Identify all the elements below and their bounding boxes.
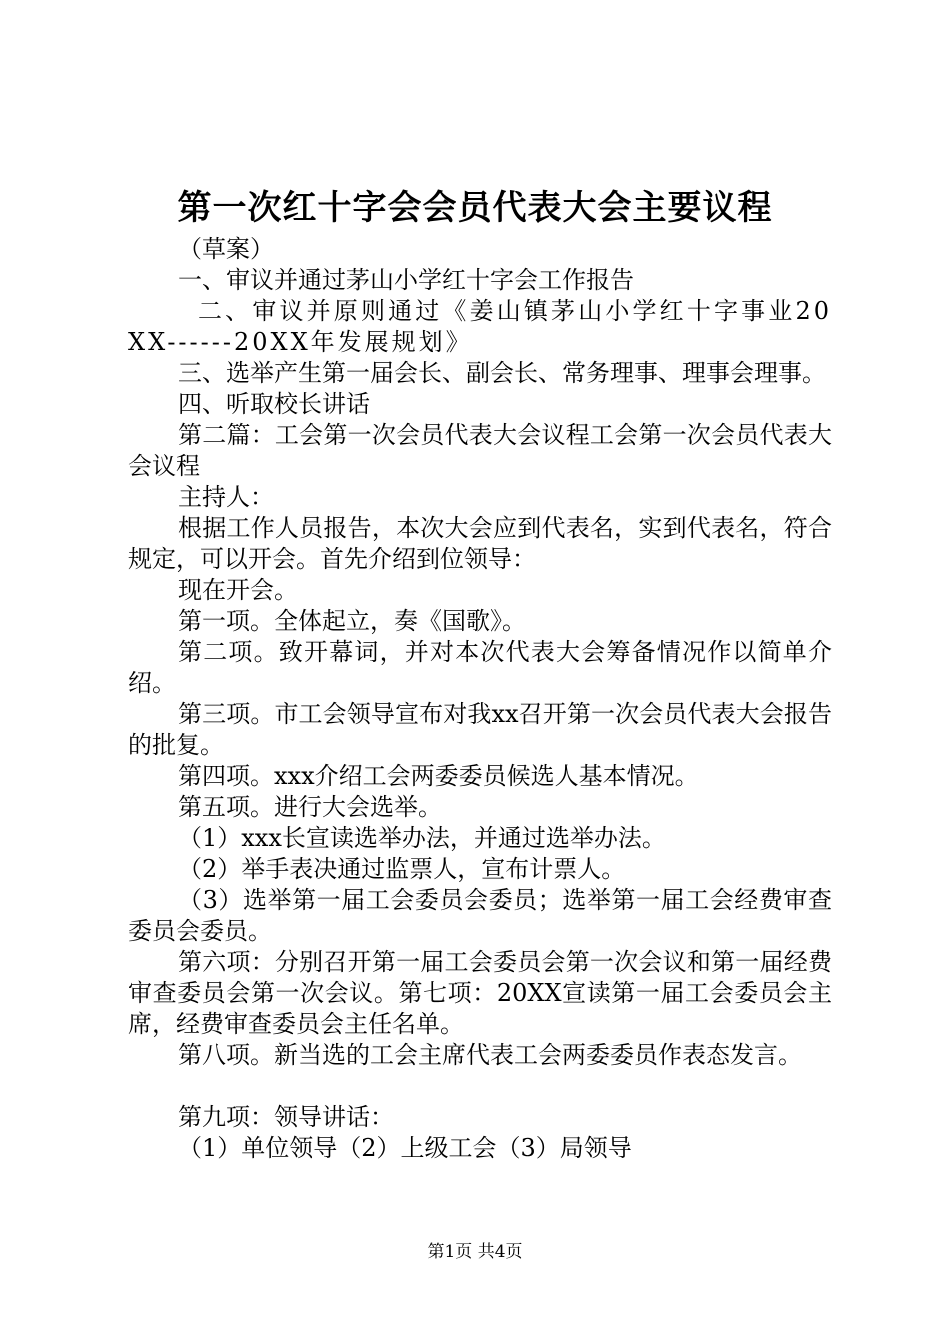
document-title: 第一次红十字会会员代表大会主要议程 [177,188,773,228]
paragraph-agenda-9: 第九项：领导讲话： [178,1103,394,1131]
paragraph-agenda-4: 第四项。xxx介绍工会两委委员候选人基本情况。 [178,762,699,790]
paragraph-agenda-1: 第一项。全体起立，奏《国歌》。 [178,607,526,635]
paragraph-item-1: 一、审议并通过茅山小学红十字会工作报告 [178,266,634,294]
paragraph-host: 主持人： [178,483,274,511]
paragraph-agenda-8: 第八项。新当选的工会主席代表工会两委委员作表态发言。 [178,1041,802,1069]
paragraph-item-2: 二、审议并原则通过《姜山镇茅山小学红十字事业20XX------20XX年发展规划》 [128,297,832,356]
paragraph-agenda-2: 第二项。致开幕词，并对本次代表大会筹备情况作以简单介绍。 [128,638,832,697]
page-number-footer: 第1页 共4页 [427,1242,523,1262]
paragraph-opening: 现在开会。 [178,576,298,604]
paragraph-draft-note: （草案） [178,235,274,263]
paragraph-agenda-5-sub-1: （1）xxx长宣读选举办法，并通过选举办法。 [178,824,666,852]
paragraph-agenda-3: 第三项。市工会领导宣布对我xx召开第一次会员代表大会报告的批复。 [128,700,832,759]
paragraph-agenda-6-7: 第六项：分别召开第一届工会委员会第一次会议和第一届经费审查委员会第一次会议。第七项：20XX宣读第一届工会委员会主席，经费审查委员会主任名单。 [128,948,832,1038]
paragraph-item-4: 四、听取校长讲话 [178,390,370,418]
paragraph-agenda-5-sub-2: （2）举手表决通过监票人，宣布计票人。 [178,855,626,883]
paragraph-agenda-5: 第五项。进行大会选举。 [178,793,442,821]
paragraph-agenda-9-speakers: （1）单位领导（2）上级工会（3）局领导 [178,1134,632,1162]
paragraph-attendance-report: 根据工作人员报告，本次大会应到代表名，实到代表名，符合规定，可以开会。首先介绍到位领导： [128,514,832,573]
document-body [128,234,832,1164]
paragraph-item-3: 三、选举产生第一届会长、副会长、常务理事、理事会理事。 [178,359,826,387]
paragraph-agenda-5-sub-3: （3）选举第一届工会委员会委员；选举第一届工会经费审查委员会委员。 [128,886,832,945]
paragraph-section-2-title: 第二篇：工会第一次会员代表大会议程工会第一次会员代表大会议程 [128,421,832,480]
